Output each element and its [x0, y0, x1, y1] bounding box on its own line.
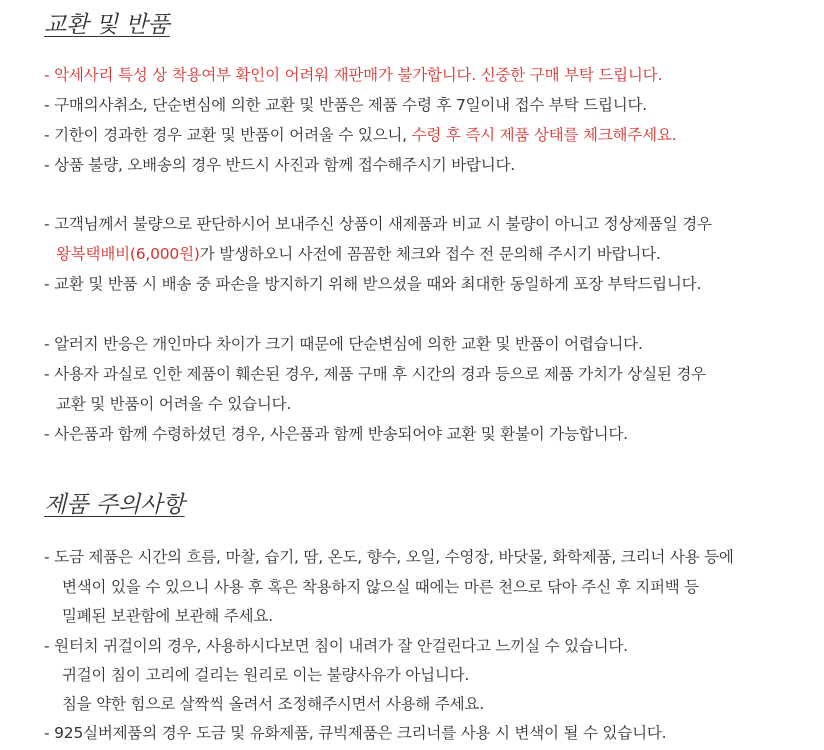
caution-line-5: 귀걸이 침이 고리에 걸리는 원리로 이는 불량사유가 아닙니다.	[62, 666, 470, 684]
exchange-line-11: - 사은품과 함께 수령하셨던 경우, 사은품과 함께 반송되어야 교환 및 환불이 가능합니다.	[44, 425, 628, 443]
exchange-line-9: - 사용자 과실로 인한 제품이 훼손된 경우, 제품 구매 후 시간의 경과 등으로 제품 가치가 상실된 경우	[44, 365, 706, 383]
exchange-line-3-text: - 기한이 경과한 경우 교환 및 반품이 어려울 수 있으니,	[44, 126, 412, 144]
exchange-line-3	[44, 124, 676, 146]
exchange-line-3-highlight: 수령 후 즉시 제품 상태를 체크해주세요.	[411, 126, 677, 144]
exchange-line-6	[56, 243, 661, 265]
exchange-line-10: 교환 및 반품이 어려울 수 있습니다.	[56, 395, 292, 413]
exchange-line-8: - 알러지 반응은 개인마다 차이가 크기 때문에 단순변심에 의한 교환 및 반품이 어렵습니다.	[44, 335, 643, 353]
caution-line-4: - 원터치 귀걸이의 경우, 사용하시다보면 침이 내려가 잘 안걸린다고 느끼실 수 있습니다.	[44, 637, 628, 655]
caution-line-3: 밀폐된 보관함에 보관해 주세요.	[62, 607, 273, 625]
exchange-line-2: - 구매의사취소, 단순변심에 의한 교환 및 반품은 제품 수령 후 7일이내 접수 부탁 드립니다.	[44, 96, 648, 114]
exchange-line-6-text: 가 발생하오니 사전에 꼼꼼한 체크와 접수 전 문의해 주시기 바랍니다.	[199, 245, 661, 263]
exchange-line-4: - 상품 불량, 오배송의 경우 반드시 사진과 함께 접수해주시기 바랍니다.	[44, 156, 516, 174]
caution-section-title: 제품 주의사항	[44, 492, 185, 518]
exchange-line-5: - 고객님께서 불량으로 판단하시어 보내주신 상품이 새제품과 비교 시 불량이 아니고 정상제품일 경우	[44, 215, 712, 233]
caution-line-2: 변색이 있을 수 있으니 사용 후 혹은 착용하지 않으실 때에는 마른 천으로 닦아 주신 후 지퍼백 등	[62, 578, 700, 596]
caution-line-6: 침을 약한 힘으로 살짝씩 올려서 조정해주시면서 사용해 주세요.	[62, 695, 484, 713]
caution-line-7: - 925실버제품의 경우 도금 및 유화제품, 큐빅제품은 크리너를 사용 시 변색이 될 수 있습니다.	[44, 724, 667, 742]
exchange-line-6-highlight: 왕복택배비(6,000원)	[56, 245, 200, 263]
exchange-section-title: 교환 및 반품	[44, 12, 170, 38]
caution-line-1: - 도금 제품은 시간의 흐름, 마찰, 습기, 땀, 온도, 향수, 오일, 수영장, 바닷물, 화학제품, 크리너 사용 등에	[44, 548, 734, 566]
exchange-line-1: - 악세사리 특성 상 착용여부 확인이 어려워 재판매가 불가합니다. 신중한 구매 부탁 드립니다.	[44, 66, 663, 84]
exchange-line-7: - 교환 및 반품 시 배송 중 파손을 방지하기 위해 받으셨을 때와 최대한 동일하게 포장 부탁드립니다.	[44, 275, 702, 293]
